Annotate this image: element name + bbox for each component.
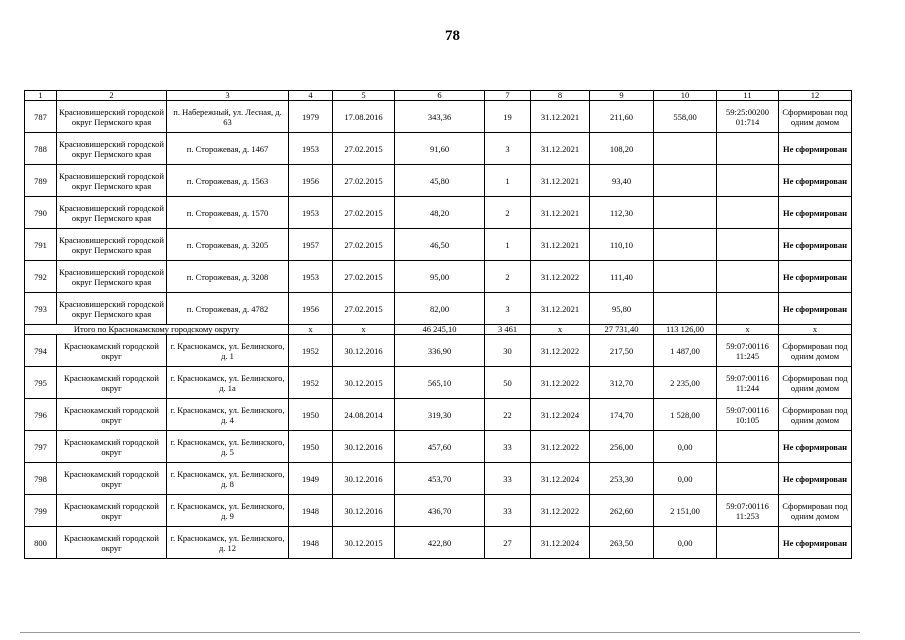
land-status-cell: Не сформирован xyxy=(779,261,852,293)
table-row xyxy=(25,261,852,293)
row-number-cell: 791 xyxy=(25,229,57,261)
municipality-cell: Красновишерский городской округ Пермского края xyxy=(57,101,167,133)
land-area-cell: 95,80 xyxy=(590,293,654,325)
row-number-cell: 800 xyxy=(25,527,57,559)
land-status-cell: Не сформирован xyxy=(779,197,852,229)
residents-cell: 33 xyxy=(485,431,531,463)
recognition-date-cell: 24.08.2014 xyxy=(333,399,395,431)
address-cell: г. Краснокамск, ул. Белинского, д. 12 xyxy=(167,527,289,559)
address-cell: г. Краснокамск, ул. Белинского, д. 8 xyxy=(167,463,289,495)
resettlement-deadline-cell: 31.12.2021 xyxy=(531,229,590,261)
address-cell: г. Краснокамск, ул. Белинского, д. 1 xyxy=(167,335,289,367)
cost-cell xyxy=(654,197,717,229)
table-row xyxy=(25,133,852,165)
subtotal-row xyxy=(25,325,852,335)
subtotal-c6-cell: 46 245,10 xyxy=(395,325,485,335)
residents-cell: 30 xyxy=(485,335,531,367)
address-cell: п. Сторожевая, д. 1467 xyxy=(167,133,289,165)
table-row xyxy=(25,101,852,133)
land-area-cell: 112,30 xyxy=(590,197,654,229)
resettlement-deadline-cell: 31.12.2024 xyxy=(531,399,590,431)
cadastral-number-cell xyxy=(717,463,779,495)
resettlement-deadline-cell: 31.12.2021 xyxy=(531,165,590,197)
recognition-date-cell: 17.08.2016 xyxy=(333,101,395,133)
cadastral-number-cell xyxy=(717,527,779,559)
cadastral-number-cell: 59:07:00116 10:105 xyxy=(717,399,779,431)
cost-cell: 1 487,00 xyxy=(654,335,717,367)
land-status-cell: Не сформирован xyxy=(779,527,852,559)
address-cell: п. Сторожевая, д. 1563 xyxy=(167,165,289,197)
municipality-cell: Красновишерский городской округ Пермского края xyxy=(57,197,167,229)
municipality-cell: Краснокамский городской округ xyxy=(57,527,167,559)
row-number-cell: 793 xyxy=(25,293,57,325)
build-year-cell: 1952 xyxy=(289,335,333,367)
land-area-cell: 211,60 xyxy=(590,101,654,133)
recognition-date-cell: 30.12.2016 xyxy=(333,495,395,527)
resettlement-deadline-cell: 31.12.2022 xyxy=(531,261,590,293)
cadastral-number-cell: 59:25:00200 01:714 xyxy=(717,101,779,133)
area-cell: 45,80 xyxy=(395,165,485,197)
build-year-cell: 1953 xyxy=(289,261,333,293)
subtotal-c11-cell: x xyxy=(717,325,779,335)
land-status-cell: Сформирован под одним домом xyxy=(779,101,852,133)
build-year-cell: 1948 xyxy=(289,527,333,559)
column-header: 3 xyxy=(167,91,289,101)
row-number-cell: 789 xyxy=(25,165,57,197)
subtotal-c9-cell: 27 731,40 xyxy=(590,325,654,335)
land-area-cell: 263,50 xyxy=(590,527,654,559)
municipality-cell: Красновишерский городской округ Пермского края xyxy=(57,165,167,197)
table-row xyxy=(25,399,852,431)
column-number-row xyxy=(25,91,852,101)
address-cell: п. Сторожевая, д. 1570 xyxy=(167,197,289,229)
land-area-cell: 256,00 xyxy=(590,431,654,463)
cost-cell xyxy=(654,229,717,261)
cost-cell: 1 528,00 xyxy=(654,399,717,431)
cadastral-number-cell xyxy=(717,431,779,463)
table-row xyxy=(25,229,852,261)
table-row xyxy=(25,197,852,229)
municipality-cell: Красновишерский городской округ Пермского края xyxy=(57,261,167,293)
cadastral-number-cell: 59:07:00116 11:245 xyxy=(717,335,779,367)
recognition-date-cell: 30.12.2016 xyxy=(333,463,395,495)
column-header: 5 xyxy=(333,91,395,101)
cost-cell xyxy=(654,133,717,165)
area-cell: 95,00 xyxy=(395,261,485,293)
cost-cell xyxy=(654,165,717,197)
column-header: 2 xyxy=(57,91,167,101)
row-number-cell: 799 xyxy=(25,495,57,527)
column-header: 8 xyxy=(531,91,590,101)
municipality-cell: Краснокамский городской округ xyxy=(57,335,167,367)
row-number-cell: 797 xyxy=(25,431,57,463)
address-cell: г. Краснокамск, ул. Белинского, д. 9 xyxy=(167,495,289,527)
resettlement-deadline-cell: 31.12.2021 xyxy=(531,133,590,165)
row-number-cell: 790 xyxy=(25,197,57,229)
recognition-date-cell: 30.12.2016 xyxy=(333,335,395,367)
row-number-cell: 798 xyxy=(25,463,57,495)
residents-cell: 27 xyxy=(485,527,531,559)
table-row xyxy=(25,463,852,495)
land-status-cell: Сформирован под одним домом xyxy=(779,367,852,399)
build-year-cell: 1957 xyxy=(289,229,333,261)
subtotal-label: Итого по Краснокамскому городскому округу xyxy=(25,325,289,335)
area-cell: 319,30 xyxy=(395,399,485,431)
address-cell: г. Краснокамск, ул. Белинского, д. 4 xyxy=(167,399,289,431)
residents-cell: 33 xyxy=(485,463,531,495)
build-year-cell: 1953 xyxy=(289,133,333,165)
build-year-cell: 1953 xyxy=(289,197,333,229)
page-number: 78 xyxy=(445,28,460,44)
row-number-cell: 792 xyxy=(25,261,57,293)
residents-cell: 19 xyxy=(485,101,531,133)
resettlement-deadline-cell: 31.12.2022 xyxy=(531,367,590,399)
recognition-date-cell: 27.02.2015 xyxy=(333,197,395,229)
table-row xyxy=(25,431,852,463)
land-status-cell: Не сформирован xyxy=(779,165,852,197)
land-area-cell: 312,70 xyxy=(590,367,654,399)
address-cell: г. Краснокамск, ул. Белинского, д. 1а xyxy=(167,367,289,399)
municipality-cell: Краснокамский городской округ xyxy=(57,463,167,495)
area-cell: 91,60 xyxy=(395,133,485,165)
address-cell: п. Сторожевая, д. 3205 xyxy=(167,229,289,261)
area-cell: 457,60 xyxy=(395,431,485,463)
area-cell: 422,80 xyxy=(395,527,485,559)
row-number-cell: 794 xyxy=(25,335,57,367)
row-number-cell: 795 xyxy=(25,367,57,399)
residents-cell: 1 xyxy=(485,229,531,261)
address-cell: п. Набережный, ул. Лесная, д. 63 xyxy=(167,101,289,133)
residents-cell: 2 xyxy=(485,197,531,229)
subtotal-c10-cell: 113 126,00 xyxy=(654,325,717,335)
municipality-cell: Краснокамский городской округ xyxy=(57,495,167,527)
area-cell: 453,70 xyxy=(395,463,485,495)
municipality-cell: Красновишерский городской округ Пермского края xyxy=(57,133,167,165)
residents-cell: 50 xyxy=(485,367,531,399)
cadastral-number-cell: 59:07:00116 11:244 xyxy=(717,367,779,399)
table-row xyxy=(25,367,852,399)
column-header: 9 xyxy=(590,91,654,101)
table-row xyxy=(25,293,852,325)
municipality-cell: Краснокамский городской округ xyxy=(57,367,167,399)
cost-cell xyxy=(654,261,717,293)
build-year-cell: 1949 xyxy=(289,463,333,495)
recognition-date-cell: 27.02.2015 xyxy=(333,261,395,293)
housing-registry-table xyxy=(24,90,852,559)
recognition-date-cell: 30.12.2016 xyxy=(333,431,395,463)
column-header: 1 xyxy=(25,91,57,101)
residents-cell: 3 xyxy=(485,133,531,165)
address-cell: п. Сторожевая, д. 4782 xyxy=(167,293,289,325)
address-cell: п. Сторожевая, д. 3208 xyxy=(167,261,289,293)
land-area-cell: 253,30 xyxy=(590,463,654,495)
recognition-date-cell: 27.02.2015 xyxy=(333,165,395,197)
resettlement-deadline-cell: 31.12.2021 xyxy=(531,101,590,133)
recognition-date-cell: 30.12.2015 xyxy=(333,367,395,399)
area-cell: 436,70 xyxy=(395,495,485,527)
recognition-date-cell: 30.12.2015 xyxy=(333,527,395,559)
cost-cell: 0,00 xyxy=(654,463,717,495)
cadastral-number-cell xyxy=(717,293,779,325)
land-status-cell: Сформирован под одним домом xyxy=(779,495,852,527)
municipality-cell: Краснокамский городской округ xyxy=(57,431,167,463)
area-cell: 565,10 xyxy=(395,367,485,399)
table-body xyxy=(25,91,852,559)
land-status-cell: Сформирован под одним домом xyxy=(779,399,852,431)
land-status-cell: Не сформирован xyxy=(779,431,852,463)
table-row xyxy=(25,335,852,367)
cadastral-number-cell xyxy=(717,165,779,197)
area-cell: 343,36 xyxy=(395,101,485,133)
resettlement-deadline-cell: 31.12.2021 xyxy=(531,197,590,229)
residents-cell: 1 xyxy=(485,165,531,197)
area-cell: 82,00 xyxy=(395,293,485,325)
table-row xyxy=(25,527,852,559)
land-status-cell: Сформирован под одним домом xyxy=(779,335,852,367)
build-year-cell: 1950 xyxy=(289,399,333,431)
residents-cell: 2 xyxy=(485,261,531,293)
column-header: 7 xyxy=(485,91,531,101)
cost-cell: 558,00 xyxy=(654,101,717,133)
build-year-cell: 1956 xyxy=(289,165,333,197)
column-header: 4 xyxy=(289,91,333,101)
column-header: 12 xyxy=(779,91,852,101)
land-area-cell: 108,20 xyxy=(590,133,654,165)
residents-cell: 3 xyxy=(485,293,531,325)
land-area-cell: 111,40 xyxy=(590,261,654,293)
column-header: 6 xyxy=(395,91,485,101)
cadastral-number-cell xyxy=(717,133,779,165)
subtotal-c5-cell: x xyxy=(333,325,395,335)
column-header: 10 xyxy=(654,91,717,101)
cost-cell: 0,00 xyxy=(654,527,717,559)
resettlement-deadline-cell: 31.12.2022 xyxy=(531,495,590,527)
residents-cell: 33 xyxy=(485,495,531,527)
build-year-cell: 1950 xyxy=(289,431,333,463)
land-area-cell: 93,40 xyxy=(590,165,654,197)
municipality-cell: Красновишерский городской округ Пермского края xyxy=(57,293,167,325)
land-status-cell: Не сформирован xyxy=(779,463,852,495)
area-cell: 336,90 xyxy=(395,335,485,367)
recognition-date-cell: 27.02.2015 xyxy=(333,293,395,325)
cost-cell: 0,00 xyxy=(654,431,717,463)
resettlement-deadline-cell: 31.12.2024 xyxy=(531,463,590,495)
cost-cell: 2 151,00 xyxy=(654,495,717,527)
table-row xyxy=(25,165,852,197)
subtotal-c8-cell: x xyxy=(531,325,590,335)
resettlement-deadline-cell: 31.12.2024 xyxy=(531,527,590,559)
cost-cell xyxy=(654,293,717,325)
municipality-cell: Красновишерский городской округ Пермского края xyxy=(57,229,167,261)
cadastral-number-cell xyxy=(717,229,779,261)
recognition-date-cell: 27.02.2015 xyxy=(333,229,395,261)
land-area-cell: 217,50 xyxy=(590,335,654,367)
resettlement-deadline-cell: 31.12.2022 xyxy=(531,431,590,463)
subtotal-c4-cell: x xyxy=(289,325,333,335)
land-area-cell: 174,70 xyxy=(590,399,654,431)
land-area-cell: 262,60 xyxy=(590,495,654,527)
row-number-cell: 796 xyxy=(25,399,57,431)
subtotal-c12-cell: x xyxy=(779,325,852,335)
land-status-cell: Не сформирован xyxy=(779,293,852,325)
municipality-cell: Краснокамский городской округ xyxy=(57,399,167,431)
area-cell: 46,50 xyxy=(395,229,485,261)
cadastral-number-cell: 59:07:00116 11:253 xyxy=(717,495,779,527)
build-year-cell: 1952 xyxy=(289,367,333,399)
table-row xyxy=(25,495,852,527)
recognition-date-cell: 27.02.2015 xyxy=(333,133,395,165)
land-area-cell: 110,10 xyxy=(590,229,654,261)
cadastral-number-cell xyxy=(717,197,779,229)
build-year-cell: 1979 xyxy=(289,101,333,133)
row-number-cell: 787 xyxy=(25,101,57,133)
cadastral-number-cell xyxy=(717,261,779,293)
build-year-cell: 1956 xyxy=(289,293,333,325)
area-cell: 48,20 xyxy=(395,197,485,229)
land-status-cell: Не сформирован xyxy=(779,229,852,261)
column-header: 11 xyxy=(717,91,779,101)
resettlement-deadline-cell: 31.12.2022 xyxy=(531,335,590,367)
page-bottom-rule xyxy=(20,632,860,633)
land-status-cell: Не сформирован xyxy=(779,133,852,165)
subtotal-c7-cell: 3 461 xyxy=(485,325,531,335)
residents-cell: 22 xyxy=(485,399,531,431)
cost-cell: 2 235,00 xyxy=(654,367,717,399)
build-year-cell: 1948 xyxy=(289,495,333,527)
row-number-cell: 788 xyxy=(25,133,57,165)
resettlement-deadline-cell: 31.12.2021 xyxy=(531,293,590,325)
address-cell: г. Краснокамск, ул. Белинского, д. 5 xyxy=(167,431,289,463)
